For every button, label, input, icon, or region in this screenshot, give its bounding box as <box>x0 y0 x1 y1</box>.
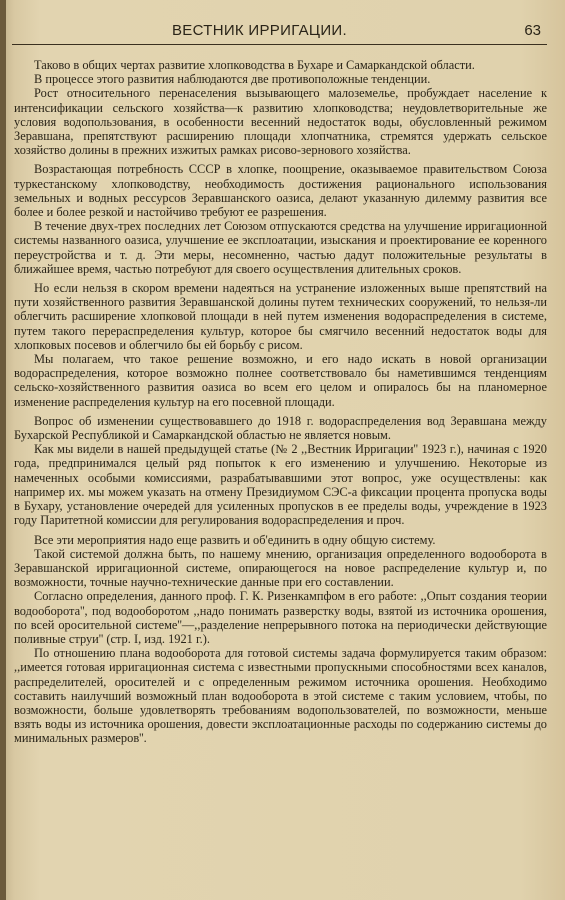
paragraph: Согласно определения, данного проф. Г. К. Ризенкампфом в его работе: ,,Опыт создания теории водооборота'', под водооборотом ,,надо понимать разверстку воды, взятой из источника орошения, по всей оросительной системе''—,,разделение непрерывного потока на периодически действующие поливные струи'' (стр. I, изд. 1921 г.). <box>14 589 547 646</box>
paragraph: Мы полагаем, что такое решение возможно, и его надо искать в новой организации водораспределения, которое возможно полнее соответствовало бы наметившимся тенденциям сельско-хозяйственного развития оазиса во всем его целом и опиралось бы на планомерное изменение распределения культур на его посевной площади. <box>14 352 547 409</box>
binding-gutter <box>0 0 6 900</box>
running-title: ВЕСТНИК ИРРИГАЦИИ. <box>172 22 347 39</box>
paragraph: Вопрос об изменении существовавшего до 1918 г. водораспределения вод Зеравшана между Бухарской Республикой и Самаркандской областью не является новым. <box>14 413 547 443</box>
paragraph: В процессе этого развития наблюдаются две противоположные тенденции. <box>34 72 431 87</box>
paragraph: Такой системой должна быть, по нашему мнению, организация определенного водооборота в Зеравшанской ирригационной системе, опирающегося на новое распределение культур и, по возможности, точные научно-технические данные при его составлении. <box>14 546 547 590</box>
paragraph: Как мы видели в нашей предыдущей статье (№ 2 ,,Вестник Ирригации'' 1923 г.), начиная с 1920 года, предпринимался целый ряд попыток к его изменению и улучшению. Некоторые из намеченных особыми комиссиями, разрабатывавшими этот вопрос, уже осуществлены: как например их. мы можем указать на отмену Президиумом СЭС-а фиксации процента пропуска воды в Бухару, установление очередей для усиленных пропусков в ее пределы воды, учреждение в 1923 году Паритетной комиссии для регулирования водораспределения и проч. <box>14 442 547 528</box>
paragraph: По отношению плана водооборота для готовой системы задача формулируется таким образом: ,,имеется готовая ирригационная система с известными пропускными способностями всех каналов, распределителей, оросителей и с определенным режимом источника орошения. Необходимо составить наилучший возможный план водооборота в этой системе с таким условием, чтобы, по возможности, больше удовлетворять требованиям водопользователей, по возможности, меньше взять воды из источника орошения, довести эксплоатационные расходы по содержанию системы до минимальных размеров''. <box>14 646 547 746</box>
article-body <box>14 58 547 746</box>
paragraph: Все эти мероприятия надо еще развить и об'единить в одну общую систему. <box>34 532 436 547</box>
paragraph: Возрастающая потребность СССР в хлопке, поощрение, оказываемое правительством Союза туркестанскому хлопководству, необходимость достижения рационального использования земельных и водных рессурсов Зеравшанского оазиса, делают указанную дилемму развития все более и более резкой и настойчиво требуют ее разрешения. <box>14 162 547 220</box>
page-number: 63 <box>524 22 541 39</box>
paragraph: Но если нельзя в скором времени надеяться на устранение изложенных выше препятствий на пути хозяйственного развития Зеравшанской долины путем технических сооружений, то нельзя-ли облегчить расширение хлопковой площади в ней путем изменения водораспределения в системе, путем такого перераспределения культур, которое бы смягчило весенний недостаток воды для хлопковых посевов и облегчило бы ей борьбу с рисом. <box>14 281 547 352</box>
paragraph: В течение двух-трех последних лет Союзом отпускаются средства на улучшение ирригационной системы названного оазиса, улучшение ее эксплоатации, изыскания и проектирование ее коренного переустройства и т. д. Эти меры, несомненно, частью дадут положительные результаты в ближайшее время, частью потребуют для своего осуществления длительных сроков. <box>14 219 547 276</box>
running-header <box>12 18 547 45</box>
paragraph: Таково в общих чертах развитие хлопководства в Бухаре и Самаркандской области. <box>34 58 475 72</box>
paragraph: Рост относительного перенаселения вызывающего малоземелье, пробуждает население к интенсификации сельского хозяйства—к развитию хлопководства; неудовлетворительные же условия водопользования, в особенности весенний недостаток воды, обусловленный режимом Зеравшана, препятствуют расширению площади хлопчатника, стремятся удержать сельское хозяйство долины в прежних изжитых рамках рисово-зернового хозяйства. <box>14 86 547 158</box>
